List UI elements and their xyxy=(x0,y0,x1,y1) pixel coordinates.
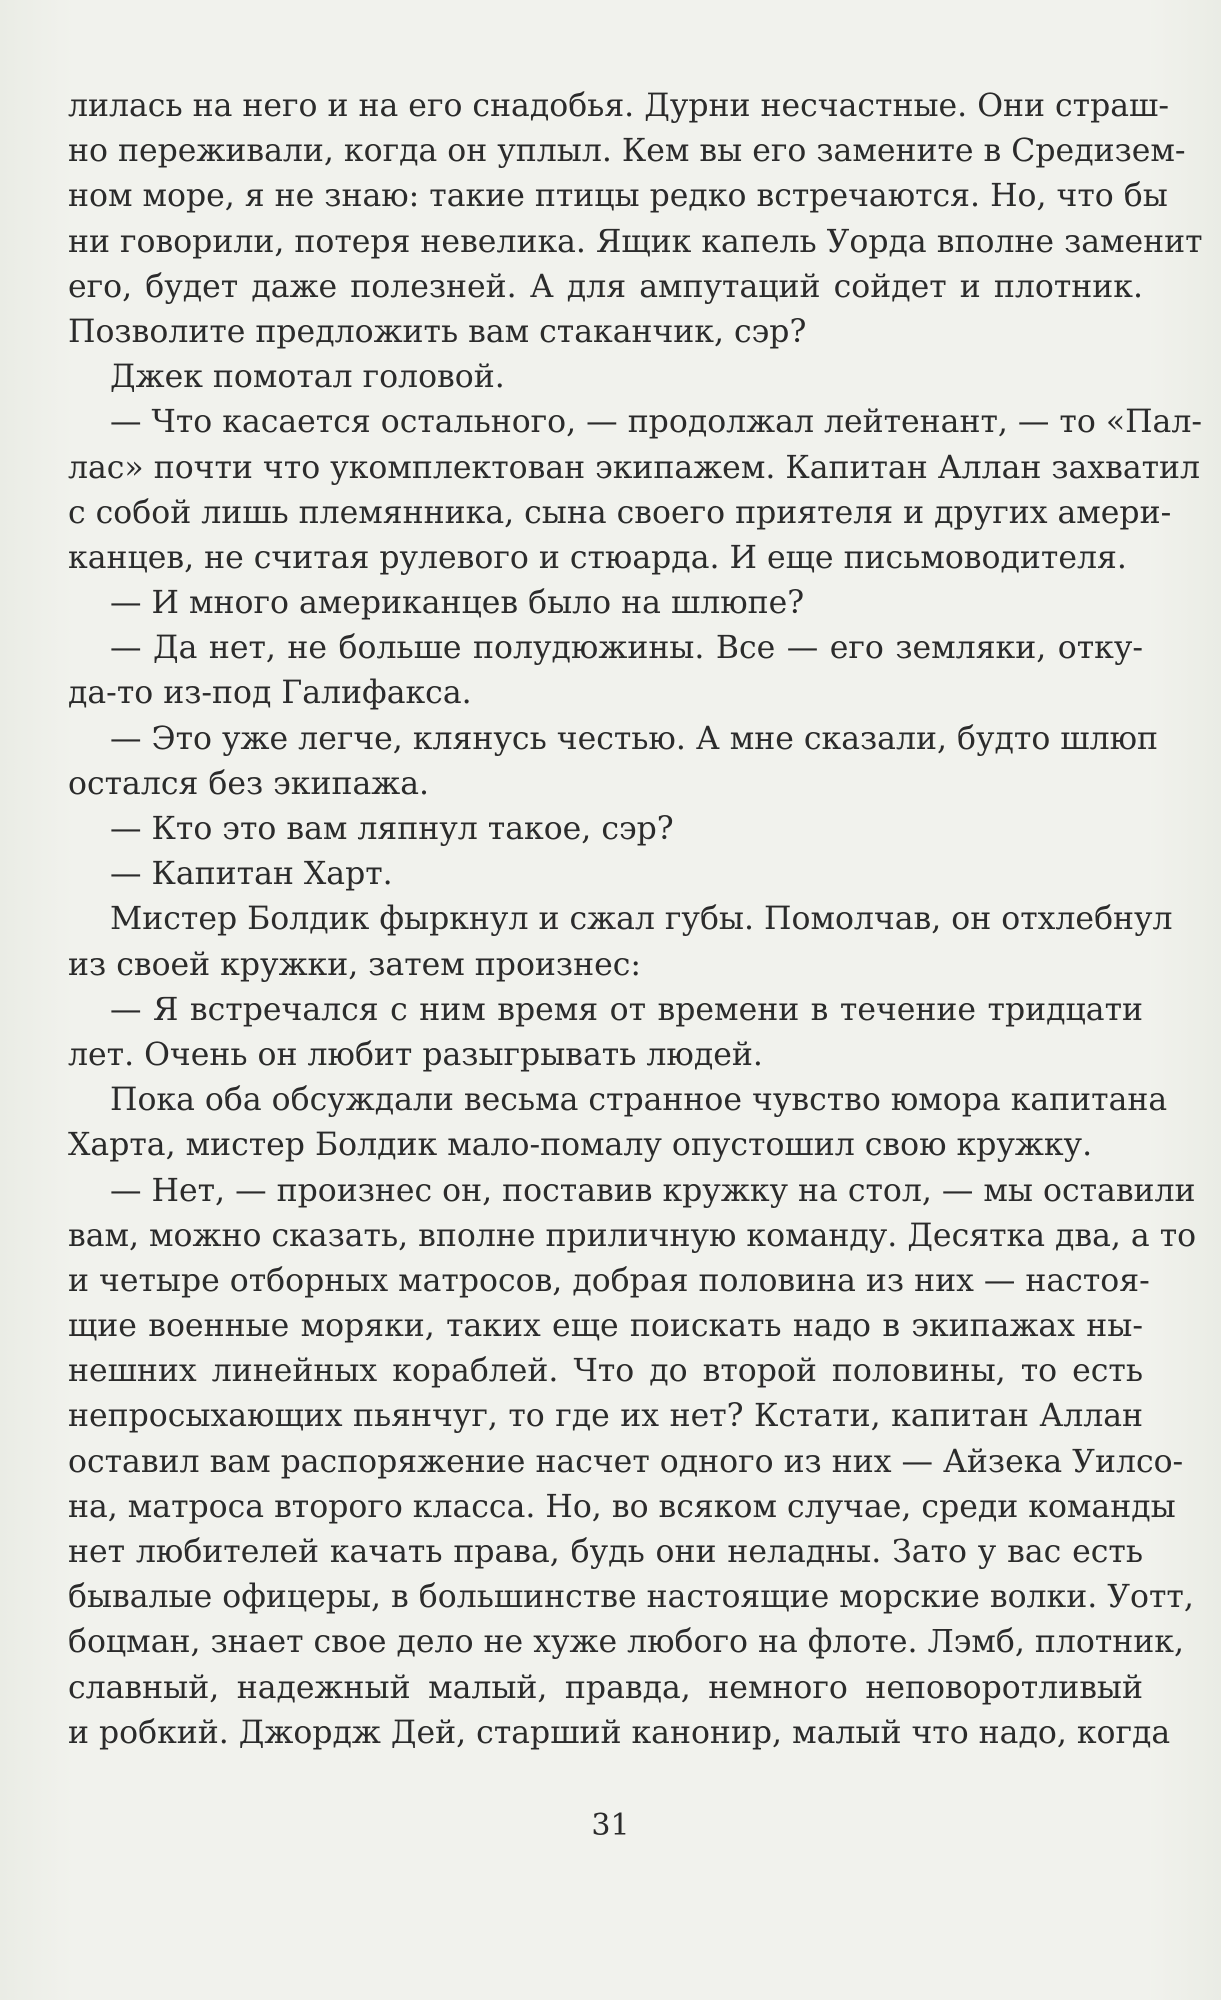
text-line: лас» почти что укомплектован экипажем. Капитан Аллан захватил xyxy=(68,449,1201,486)
text-line: Мистер Болдик фыркнул и сжал губы. Помолчав, он отхлебнул xyxy=(110,901,1173,938)
text-line: ни говорили, потеря невелика. Ящик капель Уорда вполне заменит xyxy=(68,223,1203,260)
text-line: канцев, не считая рулевого и стюарда. И еще письмоводителя. xyxy=(68,539,1127,576)
text-line: Харта, мистер Болдик мало-помалу опустошил свою кружку. xyxy=(68,1127,1093,1164)
text-line: нет любителей качать права, будь они неладны. Зато у вас есть xyxy=(68,1534,1143,1570)
body-text xyxy=(68,84,1203,1756)
text-line: бывалые офицеры, в большинстве настоящие морские волки. Уотт, xyxy=(68,1579,1194,1616)
text-line: — Что касается остального, — продолжал лейтенант, — то «Пал- xyxy=(110,404,1202,441)
text-line: на, матроса второго класса. Но, во всяком случае, среди команды xyxy=(68,1488,1176,1525)
text-line: лет. Очень он любит разыгрывать людей. xyxy=(68,1036,763,1073)
text-line: оставил вам распоряжение насчет одного из них — Айзека Уилсо- xyxy=(68,1443,1184,1480)
text-line: лилась на него и на его снадобья. Дурни несчастные. Они страш- xyxy=(68,88,1169,124)
text-line: — Кто это вам ляпнул такое, сэр? xyxy=(110,811,674,847)
text-line: — Капитан Харт. xyxy=(110,856,393,893)
text-line: нешних линейных кораблей. Что до второй половины, то есть xyxy=(68,1353,1143,1390)
text-line: вам, можно сказать, вполне приличную команду. Десятка два, а то xyxy=(68,1217,1197,1254)
text-line: с собой лишь племянника, сына своего приятеля и других амери- xyxy=(68,494,1172,531)
text-line: Позволите предложить вам стаканчик, сэр? xyxy=(68,313,807,350)
text-line: — Я встречался с ним время от времени в течение тридцати xyxy=(110,991,1143,1028)
text-line: — Нет, — произнес он, поставив кружку на стол, — мы оставили xyxy=(110,1172,1196,1209)
text-line: боцман, знает свое дело не хуже любого на флоте. Лэмб, плотник, xyxy=(68,1624,1184,1661)
text-line: да-то из-под Галифакса. xyxy=(68,675,472,712)
text-line: из своей кружки, затем произнес: xyxy=(68,946,641,983)
text-line: Джек помотал головой. xyxy=(110,359,505,396)
text-line: — Это уже легче, клянусь честью. А мне сказали, будто шлюп xyxy=(110,720,1159,757)
text-line: славный, надежный малый, правда, немного неповоротливый xyxy=(68,1669,1143,1706)
text-line: остался без экипажа. xyxy=(68,765,430,802)
text-line: и робкий. Джордж Дей, старший канонир, малый что надо, когда xyxy=(68,1714,1171,1751)
text-line: Пока оба обсуждали весьма странное чувство юмора капитана xyxy=(110,1082,1168,1119)
text-line: но переживали, когда он уплыл. Кем вы его замените в Средизем- xyxy=(68,133,1186,170)
page-number: 31 xyxy=(591,1808,630,1843)
text-line: щие военные моряки, таких еще поискать надо в экипажах ны- xyxy=(68,1308,1143,1345)
text-line: непросыхающих пьянчуг, то где их нет? Кстати, капитан Аллан xyxy=(68,1398,1143,1435)
text-line: его, будет даже полезней. А для ампутаций сойдет и плотник. xyxy=(68,268,1143,305)
text-line: ном море, я не знаю: такие птицы редко встречаются. Но, что бы xyxy=(68,178,1168,215)
text-line: — Да нет, не больше полудюжины. Все — его земляки, отку- xyxy=(110,630,1143,667)
text-line: и четыре отборных матросов, добрая половина из них — настоя- xyxy=(68,1262,1150,1299)
text-line: — И много американцев было на шлюпе? xyxy=(110,585,805,622)
